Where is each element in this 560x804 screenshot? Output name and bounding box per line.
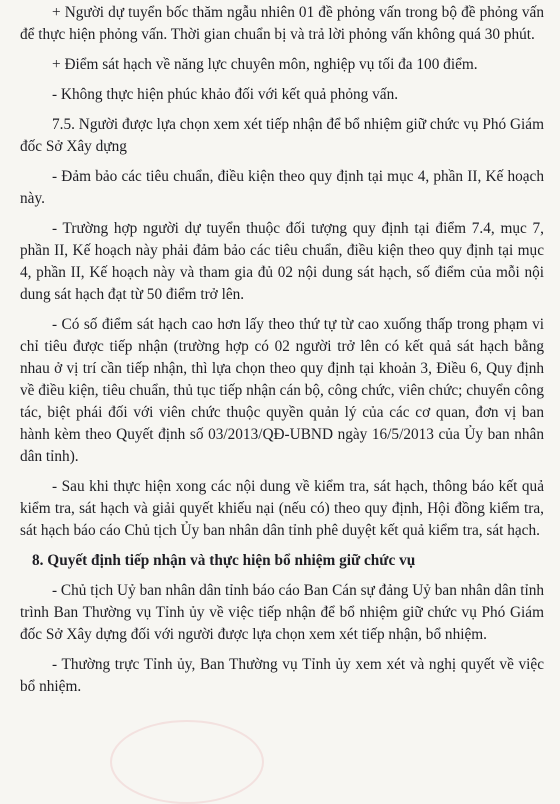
paragraph-standards: - Đảm bảo các tiêu chuẩn, điều kiện theo quy định tại mục 4, phần II, Kế hoạch này. bbox=[20, 168, 544, 207]
paragraph-max-score: + Điểm sát hạch về năng lực chuyên môn, nghiệp vụ tối đa 100 điểm. bbox=[52, 56, 478, 73]
section-heading-8: 8. Quyết định tiếp nhận và thực hiện bổ nhiệm giữ chức vụ bbox=[32, 552, 416, 569]
paragraph-interview-draw: + Người dự tuyển bốc thăm ngẫu nhiên 01 đề phỏng vấn trong bộ đề phỏng vấn để thực hiện phỏng vấn. Thời gian chuẩn bị và trả lời phỏng vấn không quá 30 phút. bbox=[20, 4, 544, 43]
paragraph-chairman-report: - Chủ tịch Uỷ ban nhân dân tỉnh báo cáo Ban Cán sự đảng Uỷ ban nhân dân tỉnh trình Ban Thường vụ Tỉnh ủy về việc tiếp nhận để bổ nhiệm giữ chức vụ Phó Giám đốc Sở Xây dựng đối với người được lựa chọn xem xét tiếp nhận, bổ nhiệm. bbox=[20, 582, 544, 643]
paragraph-section-7-5: 7.5. Người được lựa chọn xem xét tiếp nhận để bổ nhiệm giữ chức vụ Phó Giám đốc Sở Xây dựng bbox=[20, 116, 544, 155]
paragraph-no-review: - Không thực hiện phúc khảo đối với kết quả phỏng vấn. bbox=[52, 86, 399, 103]
paragraph-ranking: - Có số điểm sát hạch cao hơn lấy theo thứ tự từ cao xuống thấp trong phạm vi chỉ tiêu được tiếp nhận (trường hợp có 02 người trở lên có kết quả sát hạch bằng nhau ở vị trí cần tiếp nhận, thì lựa chọn theo quy định tại khoản 3, Điều 6, Quy định về điều kiện, tiêu chuẩn, thủ tục tiếp nhận cán bộ, công chức, viên chức; chuyển công tác, biệt phái đối với viên chức thuộc quyền quản lý của các cơ quan, đơn vị ban hành kèm theo Quyết định số 03/2013/QĐ-UBND ngày 16/5/2013 của Ủy ban nhân dân tỉnh). bbox=[20, 316, 544, 465]
paragraph-after-exam: - Sau khi thực hiện xong các nội dung về kiểm tra, sát hạch, thông báo kết quả kiểm tra, sát hạch và giải quyết khiếu nại (nếu có) theo quy định, Hội đồng kiểm tra, sát hạch báo cáo Chủ tịch Ủy ban nhân dân tỉnh phê duyệt kết quả kiểm tra, sát hạch. bbox=[20, 478, 544, 539]
paragraph-candidate-case: - Trường hợp người dự tuyển thuộc đối tượng quy định tại điểm 7.4, mục 7, phần II, Kế hoạch này phải đảm bảo các tiêu chuẩn, điều kiện theo quy định tại mục 4, phần II, Kế hoạch này và tham gia đủ 02 nội dung sát hạch, số điểm của mỗi nội dung sát hạch đạt từ 50 điểm trở lên. bbox=[20, 220, 544, 303]
paragraph-standing-committee: - Thường trực Tỉnh ủy, Ban Thường vụ Tỉnh ủy xem xét và nghị quyết về việc bổ nhiệm. bbox=[20, 656, 544, 695]
